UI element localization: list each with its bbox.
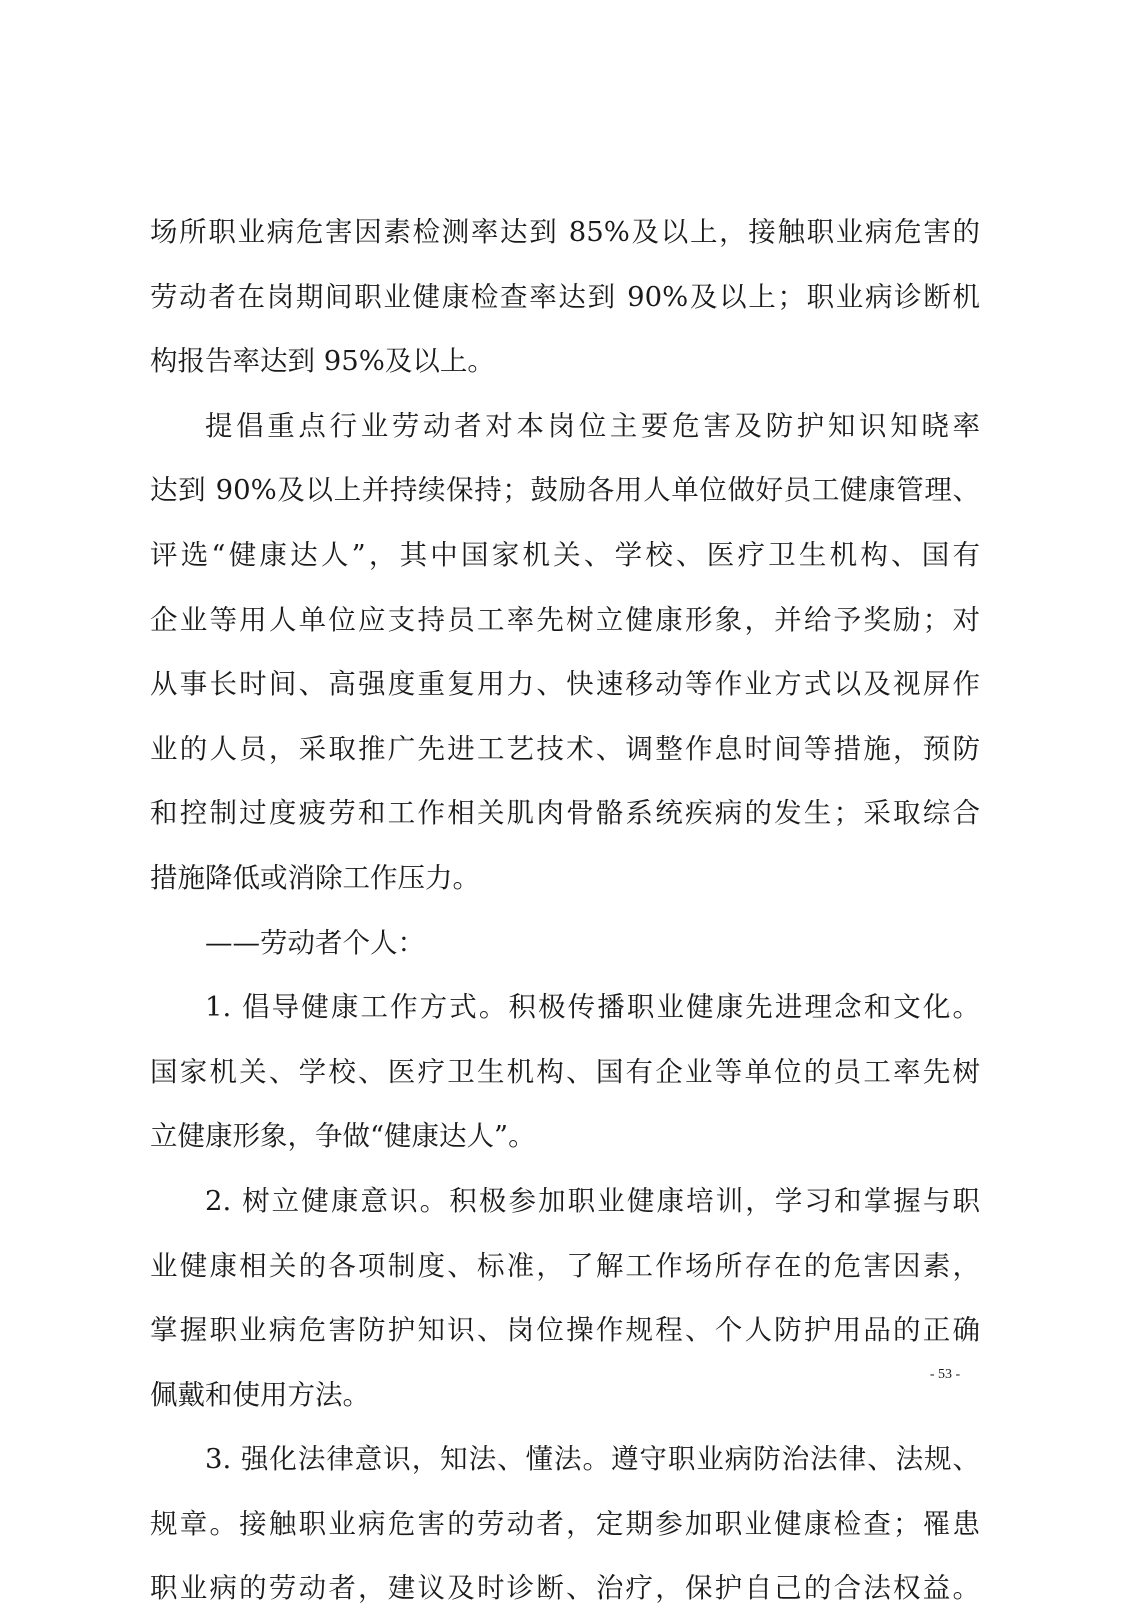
list-item-2-first-line: 2. 树立健康意识。积极参加职业健康培训，学习和掌握与职 [205,1184,980,1217]
text-line: 国家机关、学校、医疗卫生机构、国有企业等单位的员工率先树 [150,1055,980,1088]
text-line: 企业等用人单位应支持员工率先树立健康形象，并给予奖励；对 [150,603,980,636]
text-line: 从事长时间、高强度重复用力、快速移动等作业方式以及视屏作 [150,668,980,701]
text-line: 场所职业病危害因素检测率达到 85%及以上，接触职业病危害的 [150,216,980,248]
text-line: 掌握职业病危害防护知识、岗位操作规程、个人防护用品的正确 [150,1314,980,1347]
list-item-1-first-line: 1. 倡导健康工作方式。积极传播职业健康先进理念和文化。 [205,991,980,1024]
text-line: 劳动者在岗期间职业健康检查率达到 90%及以上；职业病诊断机 [150,280,980,313]
text-line: 职业病的劳动者，建议及时诊断、治疗，保护自己的合法权益。 [150,1572,980,1605]
text-line: 业健康相关的各项制度、标准，了解工作场所存在的危害因素， [150,1249,980,1282]
text-line: 评选“健康达人”，其中国家机关、学校、医疗卫生机构、国有 [150,538,980,571]
text-line: 规章。接触职业病危害的劳动者，定期参加职业健康检查；罹患 [150,1507,980,1540]
text-line: 和控制过度疲劳和工作相关肌肉骨骼系统疾病的发生；采取综合 [150,797,980,830]
text-line: 立健康形象，争做“健康达人”。 [150,1120,536,1153]
text-line: 业的人员，采取推广先进工艺技术、调整作息时间等措施，预防 [150,732,980,765]
text-line: 达到 90%及以上并持续保持；鼓励各用人单位做好员工健康管理、 [150,474,980,507]
text-line: 构报告率达到 95%及以上。 [150,345,495,378]
list-item-3-first-line: 3. 强化法律意识，知法、懂法。遵守职业病防治法律、法规、 [205,1443,980,1476]
body-text [150,200,980,1621]
text-line: 措施降低或消除工作压力。 [150,861,480,894]
section-heading: ——劳动者个人： [205,926,425,959]
paragraph-first-line: 提倡重点行业劳动者对本岗位主要危害及防护知识知晓率 [205,409,980,442]
text-line: 佩戴和使用方法。 [150,1378,370,1411]
page-number: - 53 - [929,1367,961,1382]
